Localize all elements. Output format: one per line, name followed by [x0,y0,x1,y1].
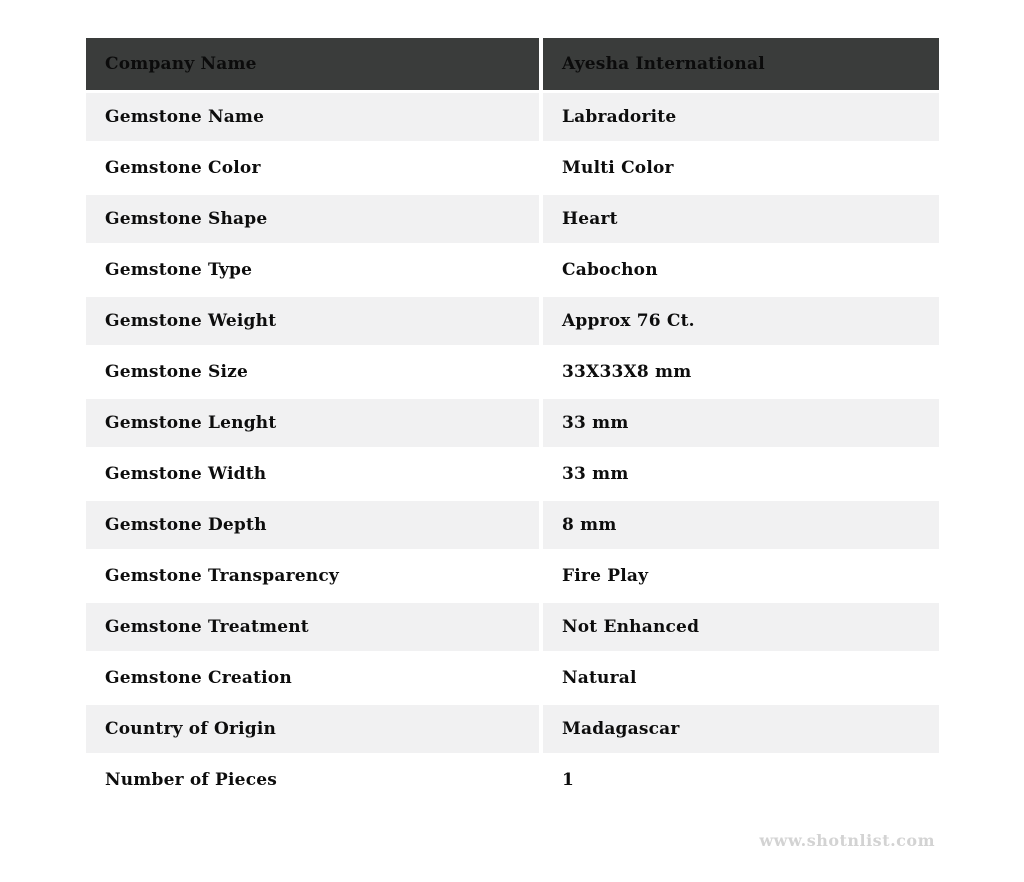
table-row-label: Gemstone Name [86,93,539,141]
table-row-label: Gemstone Creation [86,654,539,702]
table-row-label: Gemstone Lenght [86,399,539,447]
table-row-label: Gemstone Transparency [86,552,539,600]
table-row-value: 33X33X8 mm [543,348,939,396]
gemstone-spec-table [86,38,939,804]
table-row-value: Labradorite [543,93,939,141]
table-row-label: Country of Origin [86,705,539,753]
table-row-label: Gemstone Shape [86,195,539,243]
table-row-label: Gemstone Treatment [86,603,539,651]
table-row-value: Multi Color [543,144,939,192]
table-header-label: Company Name [86,38,539,90]
table-row-value: Natural [543,654,939,702]
table-row-label: Gemstone Width [86,450,539,498]
table-row-value: 33 mm [543,399,939,447]
table-row-value: Madagascar [543,705,939,753]
table-row-label: Gemstone Type [86,246,539,294]
table-row-value: 33 mm [543,450,939,498]
table-header-value: Ayesha International [543,38,939,90]
table-row-label: Gemstone Depth [86,501,539,549]
table-row-label: Gemstone Weight [86,297,539,345]
table-row-label: Gemstone Color [86,144,539,192]
table-row-value: Heart [543,195,939,243]
table-row-value: Fire Play [543,552,939,600]
table-row-value: 8 mm [543,501,939,549]
table-row-label: Gemstone Size [86,348,539,396]
table-row-value: Cabochon [543,246,939,294]
table-row-value: 1 [543,756,939,804]
table-row-label: Number of Pieces [86,756,539,804]
table-row-value: Not Enhanced [543,603,939,651]
watermark: www.shotnlist.com [759,831,935,850]
table-row-value: Approx 76 Ct. [543,297,939,345]
